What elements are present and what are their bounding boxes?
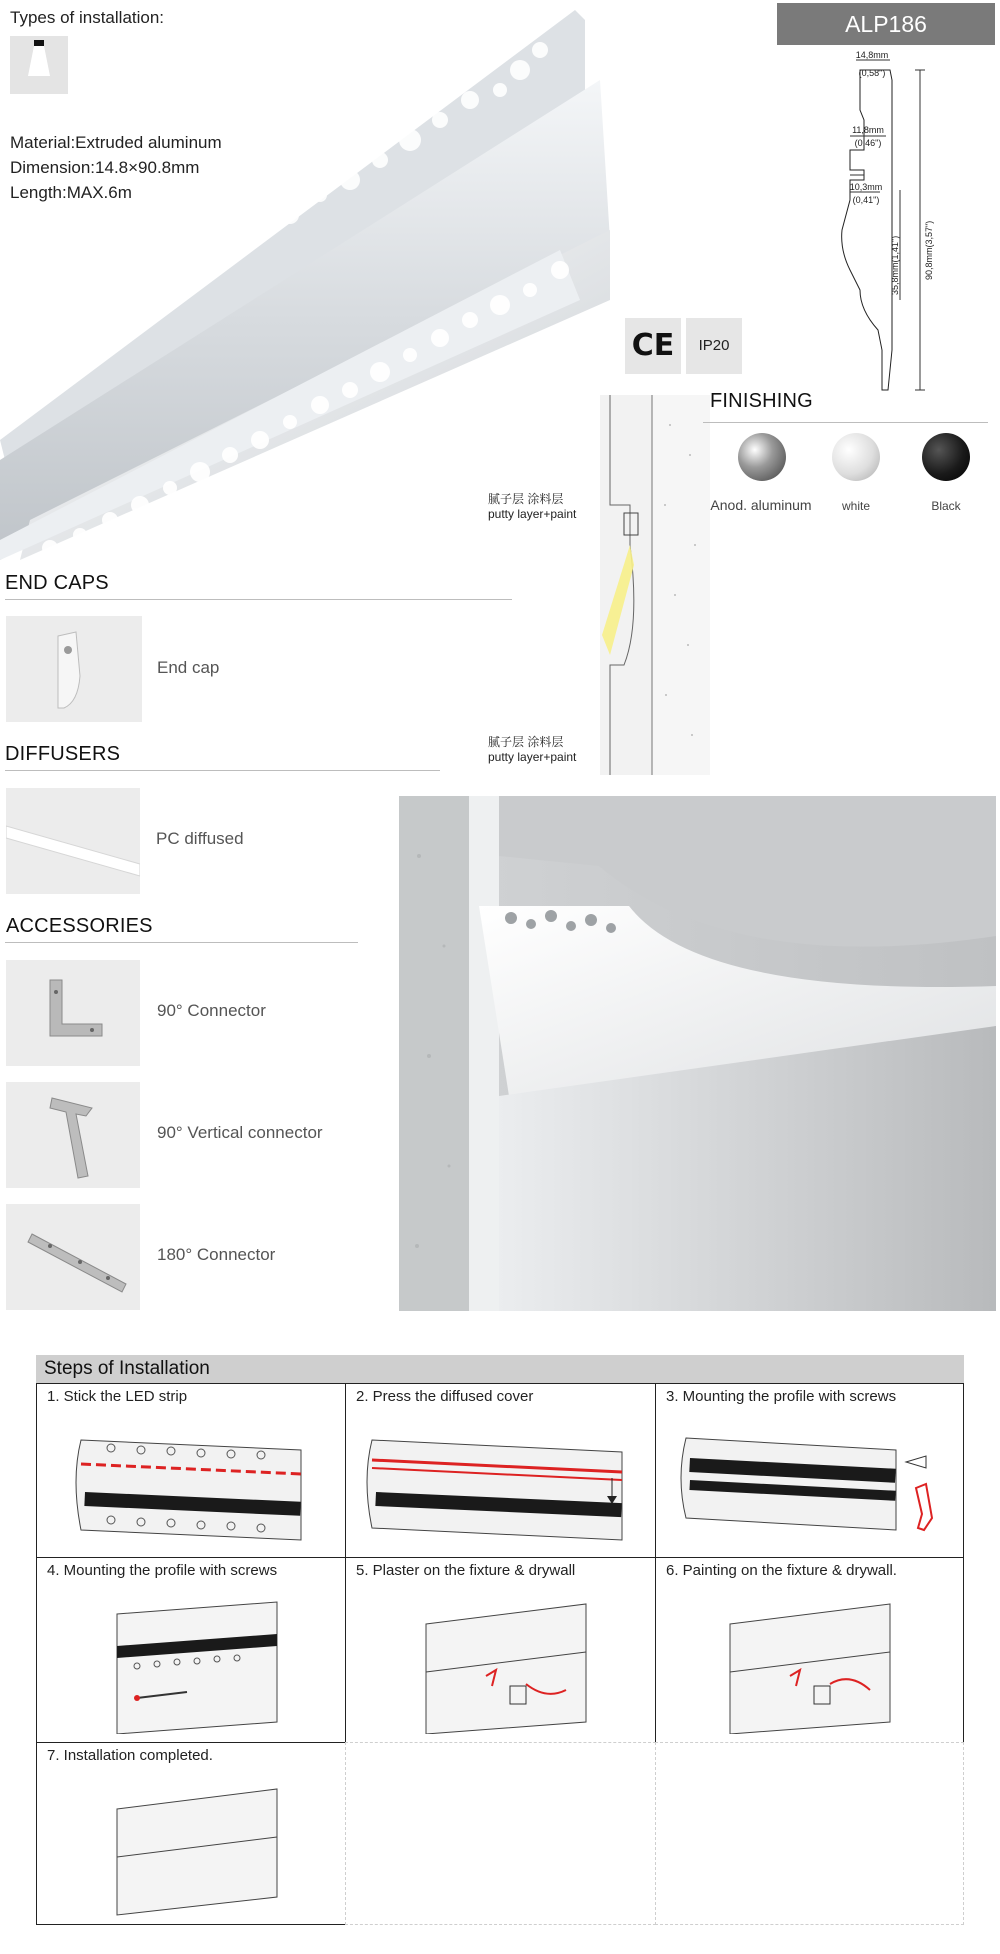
finish-label-anodized: Anod. aluminum (710, 497, 812, 513)
diffusers-title: DIFFUSERS (5, 743, 121, 765)
step-5-label: 5. Plaster on the fixture & drywall (356, 1562, 576, 1579)
connector-180-thumbnail (6, 1204, 140, 1310)
step-3-label: 3. Mounting the profile with screws (666, 1388, 897, 1405)
accessories-title: ACCESSORIES (6, 915, 153, 937)
spec-material: Material:Extruded aluminum (10, 133, 222, 152)
section-label-en-bottom: putty layer+paint (488, 750, 577, 764)
vertical-connector-thumbnail (6, 1082, 140, 1188)
dim-slot: 11,8mm (852, 125, 884, 135)
end-cap-thumbnail (6, 616, 142, 722)
types-of-installation-label: Types of installation: (10, 8, 165, 27)
steps-title: Steps of Installation (36, 1355, 964, 1383)
dim-curve: 35,8mm(1,41") (890, 235, 900, 295)
step-6-illustration (720, 1594, 900, 1734)
end-caps-rule (5, 599, 512, 600)
diffuser-label: PC diffused (156, 829, 244, 848)
technical-drawing (820, 50, 1000, 410)
model-badge: ALP186 (777, 3, 995, 45)
end-cap-label: End cap (157, 658, 220, 677)
spec-dimension: Dimension:14.8×90.8mm (10, 158, 200, 177)
step-1 (36, 1383, 346, 1558)
step-1-label: 1. Stick the LED strip (47, 1388, 188, 1405)
step-2-illustration (362, 1420, 632, 1550)
step-empty-cell (655, 1742, 964, 1925)
finish-swatch-anodized (738, 433, 786, 481)
connector-90-thumbnail (6, 960, 140, 1066)
step-7-illustration (107, 1779, 287, 1919)
finishing-rule (703, 422, 988, 423)
step-6-label: 6. Painting on the fixture & drywall. (666, 1562, 897, 1579)
profile-hero-image (0, 0, 610, 560)
step-4-illustration (107, 1594, 287, 1734)
end-caps-title: END CAPS (5, 572, 109, 594)
installed-photo (399, 796, 996, 1311)
step-empty-cell (345, 1742, 656, 1925)
connector-180-label: 180° Connector (157, 1245, 276, 1264)
ip-badge: IP20 (686, 318, 742, 374)
section-label-cn-bottom: 腻子层 涂料层 (488, 735, 564, 749)
step-6 (655, 1557, 964, 1743)
dim-inner-in: (0,41") (852, 195, 880, 205)
section-label-en-top: putty layer+paint (488, 507, 577, 521)
step-4-label: 4. Mounting the profile with screws (47, 1562, 278, 1579)
step-2-label: 2. Press the diffused cover (356, 1388, 534, 1405)
dim-width: 14,8mm (855, 50, 889, 60)
spec-length: Length:MAX.6m (10, 183, 132, 202)
step-7 (36, 1742, 346, 1925)
step-7-label: 7. Installation completed. (47, 1747, 213, 1764)
diffuser-thumbnail (6, 788, 140, 894)
step-3-illustration (676, 1418, 946, 1553)
section-label-cn-top: 腻子层 涂料层 (488, 492, 564, 506)
dim-width-in: (0,58") (858, 68, 886, 78)
step-5-illustration (416, 1594, 596, 1734)
finish-swatch-black (922, 433, 970, 481)
dim-slot-in: (0,46") (854, 138, 882, 148)
finish-label-black: Black (931, 499, 961, 513)
connector-90-label: 90° Connector (157, 1001, 266, 1020)
diffusers-rule (5, 770, 440, 771)
step-2 (345, 1383, 656, 1558)
step-5 (345, 1557, 656, 1743)
finish-label-white: white (841, 499, 870, 513)
ce-badge: CE (625, 318, 681, 374)
step-1-illustration (71, 1420, 311, 1550)
finish-swatch-white (832, 433, 880, 481)
step-3 (655, 1383, 964, 1558)
dim-height: 90,8mm(3,57") (924, 220, 934, 280)
wall-section-diagram (600, 395, 710, 775)
step-4 (36, 1557, 346, 1743)
vertical-connector-label: 90° Vertical connector (157, 1123, 323, 1142)
dim-inner: 10,3mm (849, 182, 883, 192)
finishing-title: FINISHING (710, 390, 813, 412)
accessories-rule (5, 942, 358, 943)
